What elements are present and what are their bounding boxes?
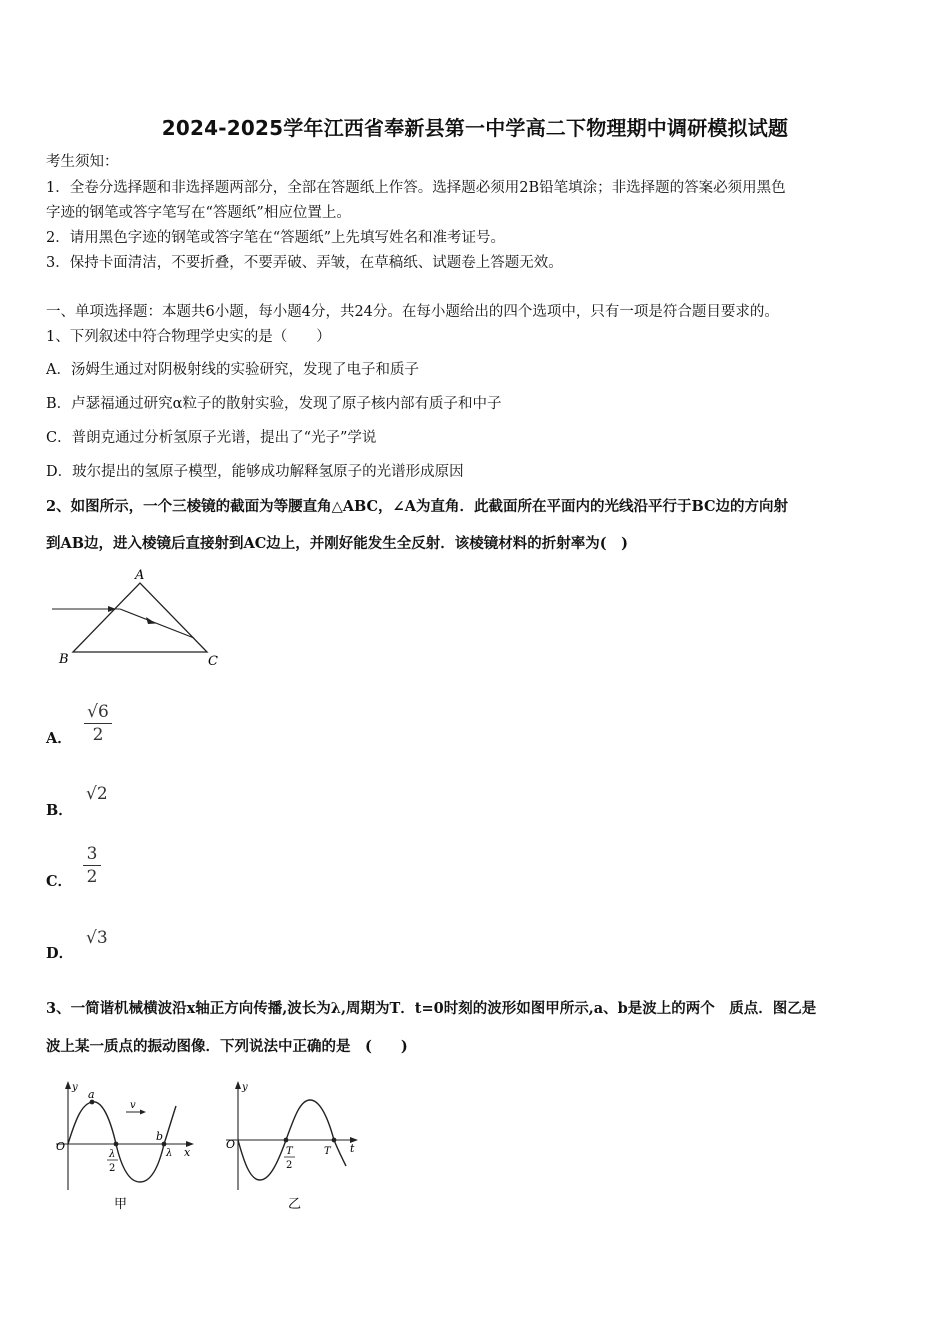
half-period-denominator: 2 — [286, 1160, 293, 1171]
period-label: T — [324, 1146, 331, 1157]
origin-label: O — [56, 1140, 66, 1153]
vertex-label-a: A — [135, 568, 145, 583]
prism-triangle — [73, 583, 207, 652]
notice-line: 3．保持卡面清洁，不要折叠，不要弄破、弄皱，在草稿纸、试题卷上答题无效。 — [46, 255, 563, 271]
q2-option-b-label: B． — [46, 802, 73, 819]
page-title: 2024-2025学年江西省奉新县第一中学高二下物理期中调研模拟试题 — [161, 116, 789, 140]
section-heading: 一、单项选择题：本题共6小题，每小题4分，共24分。在每小题给出的四个选项中，只有一项是符合题目要求的。 — [46, 304, 779, 320]
particle-a-label: a — [88, 1088, 95, 1101]
q2-option-a-value — [84, 702, 112, 745]
fraction-numerator: 3 — [86, 844, 98, 864]
q2-stem-line1: 2、如图所示，一个三棱镜的截面为等腰直角△ABC，∠A为直角．此截面所在平面内的光线沿平行于BC边的方向射 — [46, 498, 789, 515]
velocity-arrow-icon — [140, 1110, 146, 1115]
y-axis-arrow-icon — [235, 1081, 241, 1089]
q2-option-c-value — [83, 844, 101, 887]
refracted-ray — [120, 609, 194, 638]
notice-line: 1．全卷分选择题和非选择题两部分，全部在答题纸上作答。选择题必须用2B铅笔填涂；非选择题的答案必须用黑色 — [46, 180, 786, 196]
q1-option-c: C．普朗克通过分析氢原子光谱，提出了“光子”学说 — [46, 430, 377, 446]
fraction-bar — [83, 865, 101, 866]
q2-option-a-label: A． — [46, 730, 72, 747]
period-dot — [332, 1138, 337, 1143]
q2-option-b-value: √2 — [86, 784, 108, 804]
notice-line: 字迹的钢笔或答字笔写在“答题纸”相应位置上。 — [46, 205, 351, 221]
y-axis-label: y — [72, 1082, 78, 1093]
y-axis-label: y — [242, 1082, 248, 1093]
q3-stem-line2: 波上某一质点的振动图像．下列说法中正确的是 ( ) — [46, 1038, 408, 1055]
q1-option-a: A．汤姆生通过对阴极射线的实验研究，发现了电子和质子 — [46, 362, 419, 378]
lambda-label: λ — [166, 1148, 173, 1159]
figure-caption-jia: 甲 — [114, 1197, 128, 1212]
t-axis-label: t — [350, 1142, 355, 1155]
q2-option-d-value: √3 — [86, 928, 108, 948]
ray-arrow-icon — [146, 617, 156, 624]
fraction-denominator: 2 — [92, 725, 104, 745]
y-axis-arrow-icon — [65, 1081, 71, 1089]
half-lambda-denominator: 2 — [109, 1163, 116, 1174]
half-period-numerator: T — [286, 1146, 293, 1157]
notice-heading: 考生须知： — [46, 154, 119, 170]
origin-label: O — [226, 1138, 236, 1151]
q3-stem-line1: 3、一简谐机械横波沿x轴正方向传播,波长为λ,周期为T．t=0时刻的波形如图甲所示,a、b是波上的两个 质点．图乙是 — [46, 1000, 817, 1017]
velocity-label: v — [130, 1100, 136, 1111]
vertex-label-c: C — [208, 654, 218, 669]
x-axis-label: x — [184, 1146, 191, 1159]
q1-stem: 1、下列叙述中符合物理学史实的是（ ） — [46, 329, 331, 345]
wave-figure-jia — [52, 1078, 202, 1218]
q2-stem-line2: 到AB边，进入棱镜后直接射到AC边上，并刚好能发生全反射．该棱镜材料的折射率为( ) — [46, 535, 629, 552]
vibration-figure-yi — [222, 1078, 372, 1218]
q2-option-d-label: D． — [46, 945, 74, 962]
q2-option-c-label: C． — [46, 873, 73, 890]
half-lambda-numerator: λ — [109, 1149, 116, 1160]
fraction-numerator: √6 — [87, 702, 109, 722]
vertex-label-b: B — [59, 652, 69, 667]
half-period-dot — [284, 1138, 289, 1143]
q1-option-d: D．玻尔提出的氢原子模型，能够成功解释氢原子的光谱形成原因 — [46, 464, 464, 480]
particle-b-label: b — [156, 1130, 164, 1143]
q1-option-b: B．卢瑟福通过研究α粒子的散射实验，发现了原子核内部有质子和中子 — [46, 396, 502, 412]
prism-figure — [46, 566, 236, 676]
notice-line: 2．请用黑色字迹的钢笔或答字笔在“答题纸”上先填写姓名和准考证号。 — [46, 230, 506, 246]
fraction-bar — [84, 723, 112, 724]
figure-caption-yi: 乙 — [288, 1197, 302, 1212]
fraction-denominator: 2 — [86, 867, 98, 887]
half-lambda-dot — [114, 1142, 119, 1147]
